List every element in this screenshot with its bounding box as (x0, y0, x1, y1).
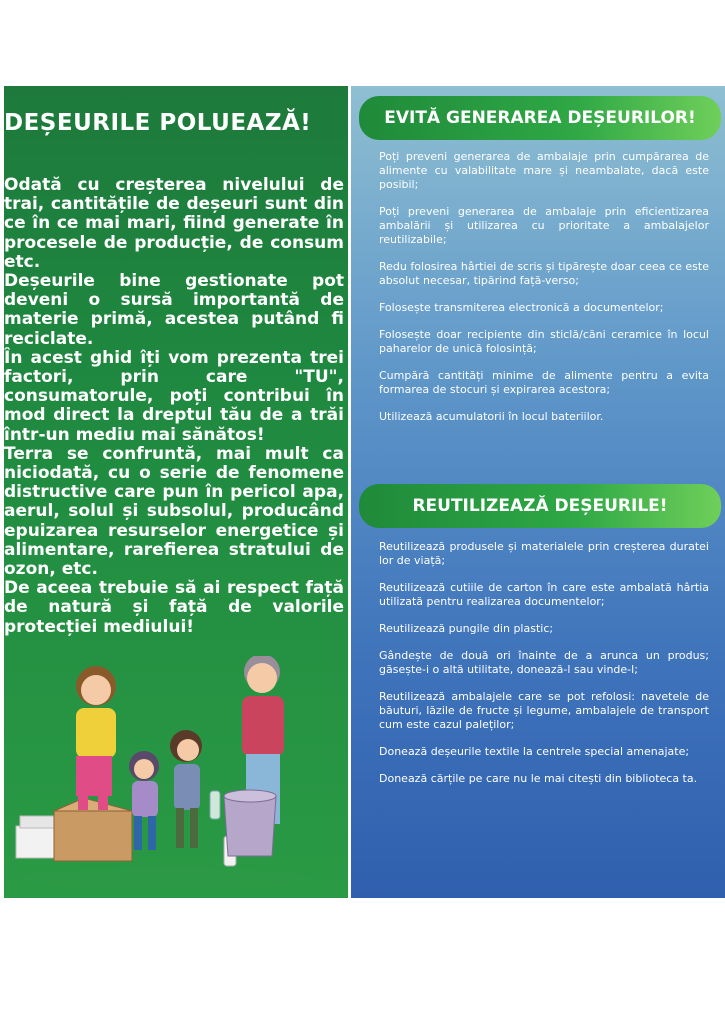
left-paragraph: Deșeurile bine gestionate pot deveni o sursă importantă de materie primă, acestea putând fi reciclate. (4, 271, 344, 349)
list-item: Utilizează acumulatorii în locul bateriilor. (379, 410, 604, 423)
list-item: Reutilizează pungile din plastic; (379, 622, 554, 635)
list-item: Donează cărțile pe care nu le mai citești din biblioteca ta. (379, 772, 698, 785)
section-title-reuse-waste: REUTILIZEAZĂ DEȘEURILE! (359, 484, 721, 528)
list-item: Cumpără cantități minime de alimente pentru a evita formarea de stocuri și expirarea acestora; (379, 369, 709, 396)
list-item: Poți preveni generarea de ambalaje prin cumpărarea de alimente cu valabilitate mare și neambalate, dacă este posibil; (379, 150, 709, 191)
list-item: Redu folosirea hârtiei de scris și tipărește doar ceea ce este absolut necesar, tipărind față-verso; (379, 260, 709, 287)
list-item: Reutilizează cutiile de carton în care este ambalată hârtia utilizată pentru realizarea documentelor; (379, 581, 709, 608)
reuse-waste-list (379, 540, 709, 799)
avoid-waste-list (379, 150, 709, 437)
list-item: Gândește de două ori înainte de a arunca un produs; găsește-i o altă utilitate, donează-l sau vinde-l; (379, 649, 709, 676)
section-title-avoid-waste: EVITĂ GENERAREA DEȘEURILOR! (359, 96, 721, 140)
left-paragraph: În acest ghid îți vom prezenta trei factori, prin care "TU", consumatorule, poți contribui în mod direct la dreptul tău de a trăi într-un mediu mai sănătos! (4, 347, 344, 445)
list-item: Poți preveni generarea de ambalaje prin eficientizarea ambalării și utilizarea cu prioritate a ambalajelor reutilizabile; (379, 205, 709, 246)
left-paragraph: Odată cu creșterea nivelului de trai, cantitățile de deșeuri sunt din ce în ce mai mari, fiind generate în procesele de producție, de consum etc. (4, 175, 344, 272)
left-body (4, 176, 344, 637)
left-title: DEȘEURILE POLUEAZĂ! (4, 110, 312, 136)
left-paragraph: De aceea trebuie să ai respect față de natură și față de valorile protecției mediului! (4, 578, 344, 637)
list-item: Donează deșeurile textile la centrele special amenajate; (379, 745, 690, 758)
list-item: Reutilizează ambalajele care se pot refolosi: navetele de băuturi, lăzile de fructe și legume, ambalajele de transport cum este cazul paleților; (379, 690, 709, 731)
left-panel (4, 86, 348, 898)
left-paragraph: Terra se confruntă, mai mult ca niciodată, cu o serie de fenomene distructive care pun în pericol apa, aerul, solul și subsolul, producând epuizarea resurselor energetice și alimentare, rarefierea stratului de ozon, etc. (4, 443, 344, 580)
right-panel (351, 86, 725, 898)
list-item: Reutilizează produsele și materialele prin creșterea duratei lor de viață; (379, 540, 709, 567)
recycling-family-illustration (14, 656, 314, 891)
list-item: Folosește doar recipiente din sticlă/căni ceramice în locul paharelor de unică folosință; (379, 328, 709, 355)
list-item: Folosește transmiterea electronică a documentelor; (379, 301, 664, 314)
